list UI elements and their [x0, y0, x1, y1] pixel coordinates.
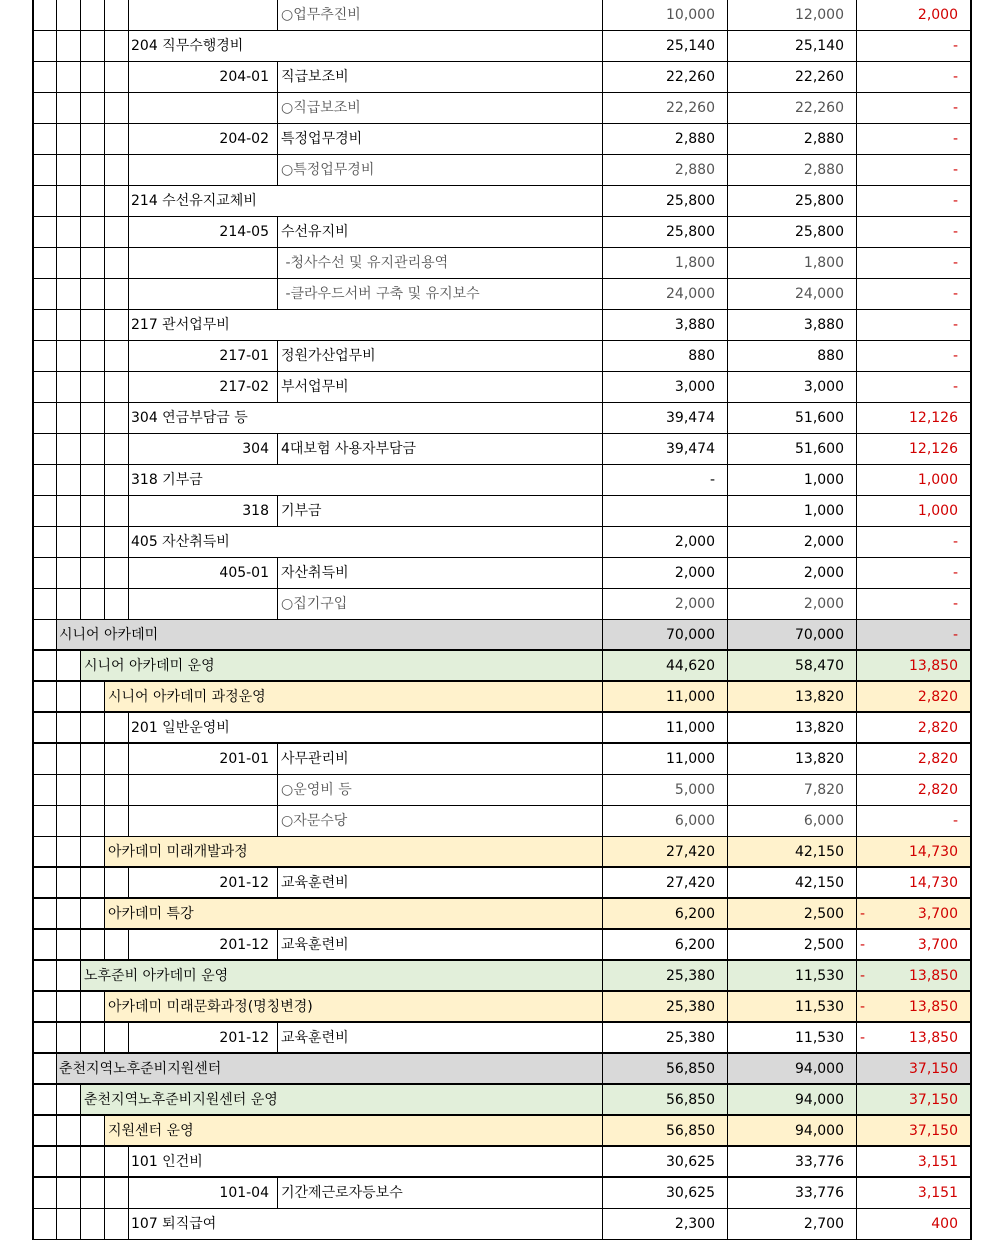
item-name: 405 자산취득비: [131, 534, 230, 550]
diff-cell: [856, 62, 970, 92]
amount-after: 6,000: [803, 813, 844, 829]
amount-after: 94,000: [795, 1061, 844, 1077]
amount-after: 11,530: [795, 999, 844, 1015]
account-code: 214-05: [219, 224, 269, 240]
diff-cell: [856, 775, 970, 805]
item-name: 사무관리비: [281, 751, 349, 767]
amount-diff: 1,000: [917, 472, 958, 488]
table-row: [34, 93, 970, 124]
diff-cell: [856, 0, 970, 30]
table-row: [34, 155, 970, 186]
table-row: [34, 496, 970, 527]
amount-before: 2,880: [674, 131, 715, 147]
table-row: [34, 527, 970, 558]
item-name: 직급보조비: [281, 69, 349, 85]
table-row: [34, 1054, 970, 1085]
amount-before: 56,850: [666, 1123, 715, 1139]
amount-before: 11,000: [666, 689, 715, 705]
amount-diff: 2,820: [917, 720, 958, 736]
diff-cell: [856, 961, 970, 990]
amount-diff: 2,820: [917, 751, 958, 767]
amount-diff: -: [952, 224, 958, 240]
amount-after: 2,880: [803, 162, 844, 178]
amount-diff: -: [952, 534, 958, 550]
table-row: [34, 868, 970, 899]
diff-cell: [856, 496, 970, 526]
table-row: [34, 186, 970, 217]
amount-after: 25,140: [795, 38, 844, 54]
amount-before: 6,200: [674, 906, 715, 922]
amount-before: 56,850: [666, 1092, 715, 1108]
amount-diff: 12,126: [909, 441, 958, 457]
amount-after: 2,000: [803, 534, 844, 550]
table-row: [34, 248, 970, 279]
amount-after: 1,000: [803, 472, 844, 488]
diff-cell: [856, 868, 970, 897]
item-name: 304 연금부담금 등: [131, 410, 248, 426]
amount-diff: -: [952, 348, 958, 364]
amount-diff: -: [952, 100, 958, 116]
table-row: [34, 62, 970, 93]
amount-after: 33,776: [795, 1154, 844, 1170]
table-row: [34, 1085, 970, 1116]
amount-before: -: [709, 472, 715, 488]
item-name: 자산취득비: [281, 565, 349, 581]
negative-sign: -: [860, 1030, 866, 1046]
amount-after: 22,260: [795, 100, 844, 116]
account-code: 304: [242, 441, 269, 457]
negative-sign: -: [860, 937, 866, 953]
amount-before: 27,420: [666, 875, 715, 891]
amount-diff: -: [952, 131, 958, 147]
amount-diff: 37,150: [909, 1061, 958, 1077]
amount-before: 25,800: [666, 224, 715, 240]
amount-before: 6,000: [674, 813, 715, 829]
item-name: 교육훈련비: [281, 875, 349, 891]
table-row: [34, 589, 970, 620]
item-name: 정원가산업무비: [281, 348, 376, 364]
amount-diff: 3,700: [917, 937, 958, 953]
table-row: [34, 744, 970, 775]
item-name: 217 관서업무비: [131, 317, 230, 333]
item-name: 아카데미 특강: [108, 906, 194, 922]
table-row: [34, 558, 970, 589]
table-row: [34, 930, 970, 961]
table-row: [34, 651, 970, 682]
amount-after: 2,500: [803, 906, 844, 922]
amount-diff: 13,850: [909, 968, 958, 984]
diff-cell: [856, 186, 970, 216]
amount-diff: -: [952, 162, 958, 178]
amount-diff: 2,000: [917, 7, 958, 23]
diff-cell: [856, 372, 970, 402]
diff-cell: [856, 744, 970, 774]
item-name: ○자문수당: [281, 813, 348, 829]
table-row: [34, 1116, 970, 1147]
amount-diff: 12,126: [909, 410, 958, 426]
amount-after: 13,820: [795, 751, 844, 767]
amount-before: 2,000: [674, 534, 715, 550]
table-row: [34, 217, 970, 248]
amount-diff: 14,730: [909, 875, 958, 891]
amount-after: 2,500: [803, 937, 844, 953]
amount-diff: 37,150: [909, 1092, 958, 1108]
diff-cell: [856, 1209, 970, 1239]
amount-after: 3,880: [803, 317, 844, 333]
amount-after: 3,000: [803, 379, 844, 395]
amount-before: 25,800: [666, 193, 715, 209]
amount-diff: 13,850: [909, 999, 958, 1015]
table-row: [34, 1147, 970, 1178]
account-code: 217-02: [219, 379, 269, 395]
diff-cell: [856, 1023, 970, 1052]
amount-diff: 3,151: [917, 1185, 958, 1201]
table-row: [34, 31, 970, 62]
amount-after: 70,000: [795, 627, 844, 643]
amount-before: 22,260: [666, 100, 715, 116]
table-row: [34, 992, 970, 1023]
amount-before: 30,625: [666, 1154, 715, 1170]
account-code: 217-01: [219, 348, 269, 364]
diff-cell: [856, 248, 970, 278]
negative-sign: -: [860, 906, 866, 922]
amount-after: 2,000: [803, 565, 844, 581]
account-code: 318: [242, 503, 269, 519]
amount-before: 44,620: [666, 658, 715, 674]
item-name: 수선유지비: [281, 224, 349, 240]
table-row: [34, 341, 970, 372]
amount-before: 11,000: [666, 751, 715, 767]
diff-cell: [856, 124, 970, 154]
item-name: 시니어 아카데미: [59, 627, 159, 643]
account-code: 201-01: [219, 751, 269, 767]
amount-after: 2,880: [803, 131, 844, 147]
table-row: [34, 775, 970, 806]
amount-diff: 3,151: [917, 1154, 958, 1170]
amount-diff: -: [952, 565, 958, 581]
diff-cell: [856, 1147, 970, 1176]
diff-cell: [856, 837, 970, 866]
amount-before: 39,474: [666, 410, 715, 426]
amount-diff: 13,850: [909, 658, 958, 674]
amount-diff: 37,150: [909, 1123, 958, 1139]
item-name: 춘천지역노후준비지원센터: [59, 1061, 222, 1077]
item-name: 4대보험 사용자부담금: [281, 441, 417, 457]
account-code: 201-12: [219, 875, 269, 891]
item-name: 교육훈련비: [281, 1030, 349, 1046]
amount-before: 3,880: [674, 317, 715, 333]
diff-cell: [856, 279, 970, 309]
diff-cell: [856, 1054, 970, 1083]
item-name: ○운영비 등: [281, 782, 352, 798]
item-name: ○특정업무경비: [281, 162, 375, 178]
amount-before: 25,380: [666, 1030, 715, 1046]
diff-cell: [856, 1085, 970, 1114]
amount-before: 25,380: [666, 968, 715, 984]
diff-cell: [856, 403, 970, 433]
diff-cell: [856, 651, 970, 680]
item-name: ○집기구입: [281, 596, 348, 612]
table-row: [34, 465, 970, 496]
diff-cell: [856, 806, 970, 836]
amount-diff: -: [952, 379, 958, 395]
amount-diff: -: [952, 596, 958, 612]
item-name: ○직급보조비: [281, 100, 361, 116]
amount-after: 24,000: [795, 286, 844, 302]
amount-before: 5,000: [674, 782, 715, 798]
amount-before: 70,000: [666, 627, 715, 643]
amount-before: 10,000: [666, 7, 715, 23]
diff-cell: [856, 341, 970, 371]
table-row: [34, 682, 970, 713]
table-row: [34, 806, 970, 837]
table-row: [34, 961, 970, 992]
amount-diff: -: [952, 69, 958, 85]
amount-before: 30,625: [666, 1185, 715, 1201]
amount-diff: 14,730: [909, 844, 958, 860]
table-row: [34, 1178, 970, 1209]
item-name: 204 직무수행경비: [131, 38, 244, 54]
amount-before: 880: [688, 348, 715, 364]
amount-before: 2,000: [674, 596, 715, 612]
negative-sign: -: [860, 999, 866, 1015]
account-code: 405-01: [219, 565, 269, 581]
diff-cell: [856, 899, 970, 928]
table-row: [34, 372, 970, 403]
diff-cell: [856, 682, 970, 711]
diff-cell: [856, 155, 970, 185]
amount-diff: 3,700: [917, 906, 958, 922]
table-row: [34, 124, 970, 155]
amount-before: 25,380: [666, 999, 715, 1015]
table-row: [34, 1209, 970, 1240]
amount-before: 2,000: [674, 565, 715, 581]
diff-cell: [856, 31, 970, 61]
table-row: [34, 899, 970, 930]
item-name: ○업무추진비: [281, 7, 361, 23]
item-name: 기부금: [281, 503, 322, 519]
diff-cell: [856, 1178, 970, 1208]
amount-before: 6,200: [674, 937, 715, 953]
account-code: 201-12: [219, 1030, 269, 1046]
item-name: 특정업무경비: [281, 131, 363, 147]
item-name: 아카데미 미래문화과정(명칭변경): [108, 999, 313, 1015]
amount-after: 51,600: [795, 410, 844, 426]
diff-cell: [856, 527, 970, 557]
item-name: -클라우드서버 구축 및 유지보수: [281, 286, 480, 302]
amount-diff: 400: [931, 1216, 958, 1232]
amount-after: 13,820: [795, 689, 844, 705]
table-row: [34, 620, 970, 651]
amount-before: 3,000: [674, 379, 715, 395]
amount-diff: 2,820: [917, 689, 958, 705]
amount-before: 27,420: [666, 844, 715, 860]
amount-before: 22,260: [666, 69, 715, 85]
item-name: 교육훈련비: [281, 937, 349, 953]
amount-before: 25,140: [666, 38, 715, 54]
amount-diff: 2,820: [917, 782, 958, 798]
account-code: 101-04: [219, 1185, 269, 1201]
amount-diff: -: [952, 627, 958, 643]
amount-diff: -: [952, 813, 958, 829]
amount-diff: 13,850: [909, 1030, 958, 1046]
item-name: 아카데미 미래개발과정: [108, 844, 248, 860]
item-name: 기간제근로자등보수: [281, 1185, 403, 1201]
amount-after: 42,150: [795, 875, 844, 891]
account-code: 204-02: [219, 131, 269, 147]
amount-diff: -: [952, 255, 958, 271]
amount-after: 1,800: [803, 255, 844, 271]
amount-before: 39,474: [666, 441, 715, 457]
amount-diff: 1,000: [917, 503, 958, 519]
amount-diff: -: [952, 193, 958, 209]
item-name: 시니어 아카데미 운영: [84, 658, 215, 674]
diff-cell: [856, 992, 970, 1021]
item-name: 춘천지역노후준비지원센터 운영: [84, 1092, 278, 1108]
table-row: [34, 434, 970, 465]
table-row: [34, 310, 970, 341]
item-name: 318 기부금: [131, 472, 203, 488]
amount-after: 11,530: [795, 968, 844, 984]
account-code: 204-01: [219, 69, 269, 85]
amount-after: 42,150: [795, 844, 844, 860]
amount-diff: -: [952, 286, 958, 302]
diff-cell: [856, 558, 970, 588]
amount-diff: -: [952, 38, 958, 54]
table-row: [34, 713, 970, 744]
amount-after: 7,820: [803, 782, 844, 798]
amount-after: 51,600: [795, 441, 844, 457]
table-row: [34, 837, 970, 868]
item-name: 101 인건비: [131, 1154, 203, 1170]
account-code: 201-12: [219, 937, 269, 953]
amount-diff: -: [952, 317, 958, 333]
item-name: 지원센터 운영: [108, 1123, 194, 1139]
table-row: [34, 1023, 970, 1054]
amount-before: 2,300: [674, 1216, 715, 1232]
amount-after: 25,800: [795, 193, 844, 209]
item-name: 시니어 아카데미 과정운영: [108, 689, 266, 705]
table-row: [34, 279, 970, 310]
amount-after: 2,000: [803, 596, 844, 612]
diff-cell: [856, 217, 970, 247]
item-name: -청사수선 및 유지관리용역: [281, 255, 449, 271]
amount-before: [602, 496, 727, 526]
amount-after: 13,820: [795, 720, 844, 736]
table-row: [34, 403, 970, 434]
amount-after: 2,700: [803, 1216, 844, 1232]
amount-before: 11,000: [666, 720, 715, 736]
item-name: 201 일반운영비: [131, 720, 230, 736]
diff-cell: [856, 713, 970, 742]
amount-after: 25,800: [795, 224, 844, 240]
amount-before: 2,880: [674, 162, 715, 178]
diff-cell: [856, 930, 970, 959]
amount-before: 1,800: [674, 255, 715, 271]
item-name: 107 퇴직급여: [131, 1216, 217, 1232]
diff-cell: [856, 310, 970, 340]
table-row: [34, 0, 970, 31]
amount-after: 22,260: [795, 69, 844, 85]
amount-after: 33,776: [795, 1185, 844, 1201]
amount-after: 94,000: [795, 1123, 844, 1139]
negative-sign: -: [860, 968, 866, 984]
item-name: 노후준비 아카데미 운영: [84, 968, 229, 984]
item-name: 214 수선유지교체비: [131, 193, 257, 209]
amount-after: 94,000: [795, 1092, 844, 1108]
amount-after: 12,000: [795, 7, 844, 23]
diff-cell: [856, 465, 970, 495]
item-name: 부서업무비: [281, 379, 349, 395]
amount-after: 1,000: [803, 503, 844, 519]
diff-cell: [856, 589, 970, 619]
amount-before: 56,850: [666, 1061, 715, 1077]
diff-cell: [856, 434, 970, 464]
diff-cell: [856, 93, 970, 123]
amount-after: 880: [817, 348, 844, 364]
budget-table: [32, 0, 972, 1240]
diff-cell: [856, 1116, 970, 1145]
diff-cell: [856, 620, 970, 649]
amount-after: 11,530: [795, 1030, 844, 1046]
amount-before: 24,000: [666, 286, 715, 302]
amount-after: 58,470: [795, 658, 844, 674]
